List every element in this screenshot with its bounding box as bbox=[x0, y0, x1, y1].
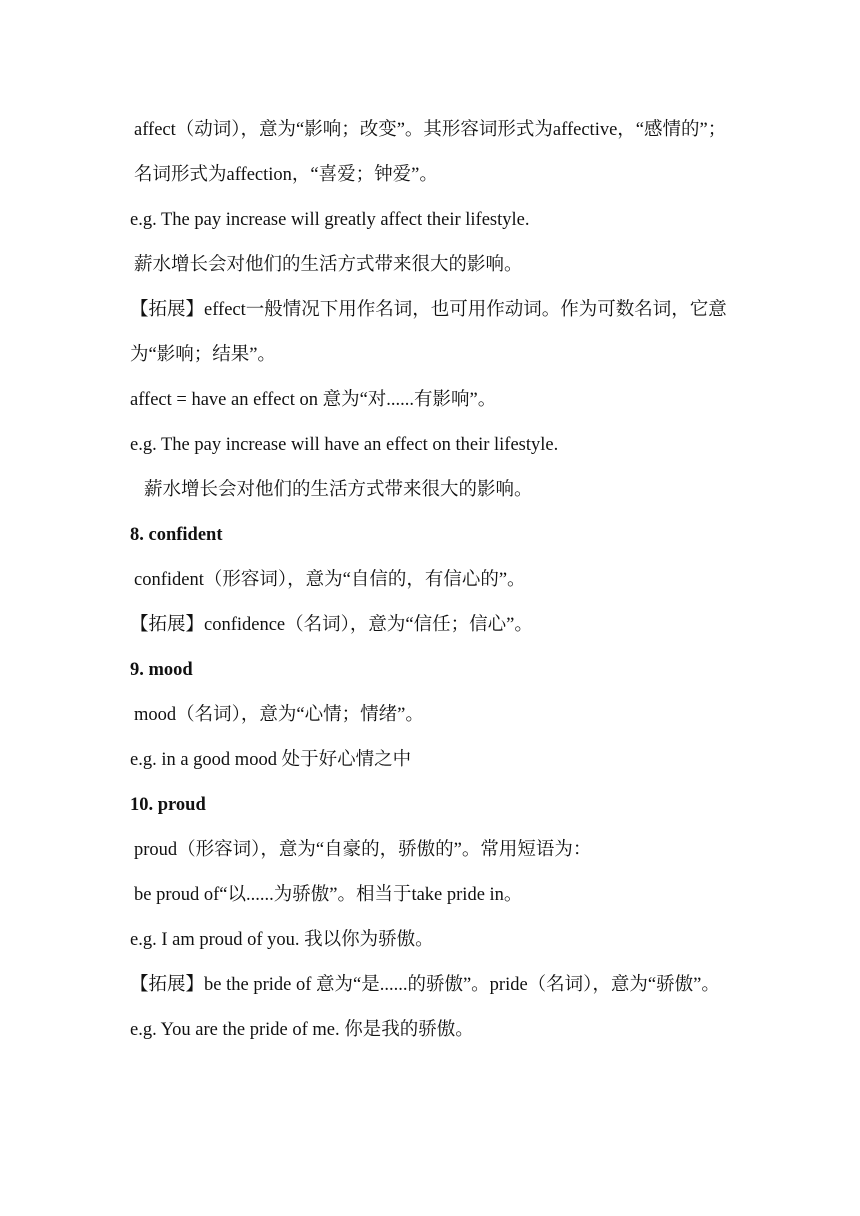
document-body bbox=[130, 108, 740, 1053]
paragraph-proud-example: e.g. I am proud of you. 我以你为骄傲。 bbox=[130, 930, 434, 950]
heading-mood: 9. mood bbox=[130, 660, 193, 680]
heading-proud: 10. proud bbox=[130, 795, 206, 815]
paragraph-affect-definition: affect（动词），意为“影响；改变”。其形容词形式为affective，“感情的”；名词形式为affection，“喜爱；钟爱”。 bbox=[134, 120, 727, 185]
paragraph-affect-example-zh: 薪水增长会对他们的生活方式带来很大的影响。 bbox=[134, 255, 523, 275]
paragraph-effect-example-zh: 薪水增长会对他们的生活方式带来很大的影响。 bbox=[144, 480, 533, 500]
paragraph-pride-extension: 【拓展】be the pride of 意为“是......的骄傲”。pride（名词），意为“骄傲”。 bbox=[130, 975, 720, 995]
paragraph-pride-example: e.g. You are the pride of me. 你是我的骄傲。 bbox=[130, 1020, 474, 1040]
paragraph-mood-example: e.g. in a good mood 处于好心情之中 bbox=[130, 750, 412, 770]
paragraph-confidence-extension: 【拓展】confidence（名词），意为“信任；信心”。 bbox=[130, 615, 533, 635]
heading-confident: 8. confident bbox=[130, 525, 223, 545]
paragraph-affect-equivalent: affect = have an effect on 意为“对......有影响”。 bbox=[130, 390, 497, 410]
paragraph-proud-definition: proud（形容词），意为“自豪的，骄傲的”。常用短语为： bbox=[134, 840, 592, 860]
paragraph-affect-example-en: e.g. The pay increase will greatly affect their lifestyle. bbox=[130, 210, 530, 230]
paragraph-proud-phrase: be proud of“以......为骄傲”。相当于take pride in。 bbox=[134, 885, 523, 905]
paragraph-confident-definition: confident（形容词），意为“自信的，有信心的”。 bbox=[134, 570, 526, 590]
paragraph-effect-example-en: e.g. The pay increase will have an effect on their lifestyle. bbox=[130, 435, 559, 455]
paragraph-mood-definition: mood（名词），意为“心情；情绪”。 bbox=[134, 705, 424, 725]
paragraph-effect-extension: 【拓展】effect一般情况下用作名词，也可用作动词。作为可数名词，它意为“影响；结果”。 bbox=[130, 300, 727, 365]
